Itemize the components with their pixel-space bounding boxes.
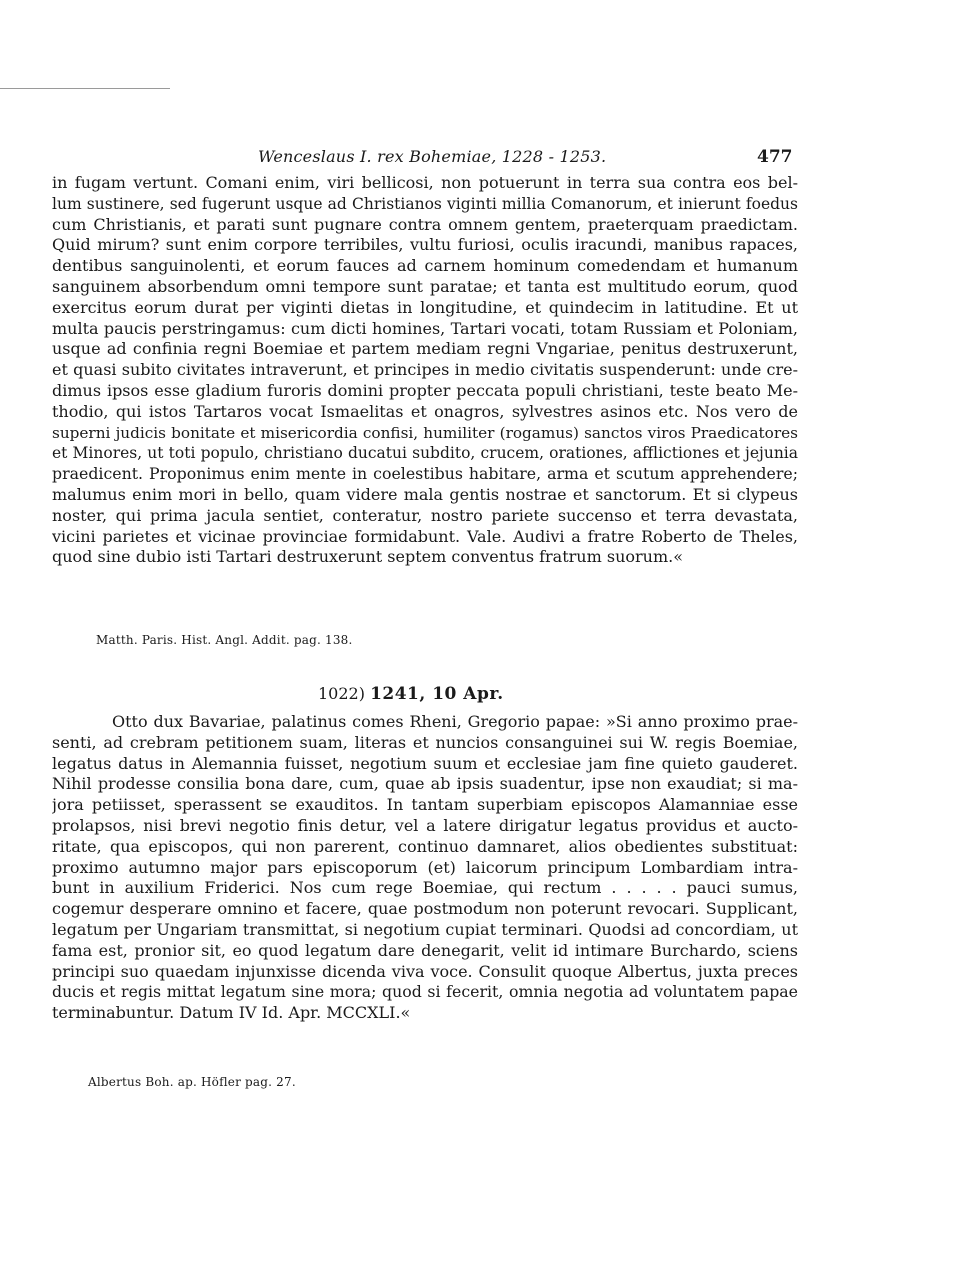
text-line: thodio, qui istos Tartaros vocat Ismaelitas et onagros, sylvestres asinos etc. Nos vero de xyxy=(52,401,798,421)
text-line: principi suo quaedam injunxisse dicenda viva voce. Consulit quoque Albertus, juxta preces xyxy=(52,961,798,981)
text-line: Quid mirum? sunt enim corpore terribiles, vultu furiosi, oculis iracundi, manibus rapaces, xyxy=(52,235,798,255)
text-line: noster, qui prima jacula sentiet, conteratur, nostro pariete succenso et terra devastata, xyxy=(52,505,798,525)
text-line: bunt in auxilium Friderici. Nos cum rege Boemiae, qui rectum . . . . . pauci sumus, xyxy=(52,878,798,898)
text-line: terminabuntur. Datum IV Id. Apr. MCCXLI.« xyxy=(52,1003,411,1023)
text-line: superni judicis bonitate et misericordia confisi, humiliter (rogamus) sanctos viros Praedicatores xyxy=(52,423,798,442)
text-line: senti, ad crebram petitionem suam, literas et nuncios consanguinei sui W. regis Boemiae, xyxy=(52,732,798,752)
document-number: 1022) xyxy=(318,684,365,703)
text-line: cogemur desperare omnino et facere, quae postmodum non poterunt revocari. Supplicant, xyxy=(52,899,798,919)
text-line: Otto dux Bavariae, palatinus comes Rheni, Gregorio papae: »Si anno proximo prae- xyxy=(112,712,798,731)
page-number: 477 xyxy=(757,147,793,167)
source-citation: Albertus Boh. ap. Höfler pag. 27. xyxy=(88,1075,296,1089)
text-line: cum Christianis, et parati sunt pugnare contra omnem gentem, praeterquam praedictam. xyxy=(52,214,798,234)
text-line: dentibus sanguinolenti, et eorum fauces ad carnem hominum comedendam et humanum xyxy=(52,256,798,276)
text-block-document-1022 xyxy=(52,712,798,1024)
text-line: in fugam vertunt. Comani enim, viri bellicosi, non potuerunt in terra sua contra eos bel- xyxy=(52,173,798,192)
text-line: dimus ipsos esse gladium furoris domini propter peccata populi christiani, teste beato Me- xyxy=(52,380,798,400)
text-block-letter-continuation xyxy=(52,173,798,568)
text-line: exercitus eorum durat per viginti dietas in longitudine, et quindecim in latitudine. Et ut xyxy=(52,297,798,317)
scan-edge-line xyxy=(0,88,170,89)
text-line: lum sustinere, sed fugerunt usque ad Christianos viginti millia Comanorum, et inierunt foedus xyxy=(52,194,798,213)
text-line: usque ad confinia regni Boemiae et partem mediam regni Vngariae, penitus destruxerunt, xyxy=(52,339,798,359)
text-line: et Minores, ut toti populo, christiano ducatui subdito, crucem, orationes, afflictiones et jejunia xyxy=(52,444,798,463)
text-line: et quasi subito civitates intraverunt, et principes in medio civitatis suspenderunt: unde cre- xyxy=(52,360,798,380)
source-citation: Matth. Paris. Hist. Angl. Addit. pag. 138. xyxy=(96,633,353,647)
text-line: multa paucis perstringamus: cum dicti homines, Tartari vocati, totam Russiam et Poloniam, xyxy=(52,318,798,338)
text-line: fama est, pronior sit, eo quod legatum dare denegarit, velit id intimare Burchardo, sciens xyxy=(52,940,798,960)
text-line: ritate, qua episcopos, qui non parerent, continuo damnaret, alios obedientes substituat: xyxy=(52,836,798,856)
text-line: Nihil prodesse consilia bona dare, cum, quae ab ipsis suadentur, ipse non exaudiat; si ma- xyxy=(52,774,798,794)
text-line: quod sine dubio isti Tartari destruxerunt septem conventus fratrum suorum.« xyxy=(52,547,684,567)
text-line: ducis et regis mittat legatum sine mora; quod si fecerit, omnia negotia ad voluntatem papae xyxy=(52,982,798,1002)
text-line: malumus enim mori in bello, quam videre mala gentis nostrae et sanctorum. Et si clypeus xyxy=(52,484,798,504)
text-line: jora petiisset, sperassent se exauditos. In tantam superbiam episcopos Alamanniae esse xyxy=(52,795,798,815)
text-line: prolapsos, nisi brevi negotio finis detur, vel a latere dirigatur legatus providus et aucto- xyxy=(52,815,798,835)
text-line: praedicent. Proponimus enim mente in coelestibus habitare, arma et scutum apprehendere; xyxy=(52,464,798,484)
text-line: proximo autumno major pars episcoporum (et) laicorum principum Lombardiam intra- xyxy=(52,857,798,877)
text-line: legatus datus in Alemannia fuisset, negotium suum et ecclesiae jam fine quieto gauderet. xyxy=(52,753,798,773)
text-line: sanguinem absorbendum omni tempore sunt paratae; et tanta est multitudo eorum, quod xyxy=(52,276,798,296)
text-line: vicini parietes et vicinae provinciae formidabunt. Vale. Audivi a fratre Roberto de Theles, xyxy=(52,526,798,546)
document-heading xyxy=(318,684,504,704)
text-line: legatum per Ungariam transmittat, si negotium cupiat terminari. Quodsi ad concordiam, ut xyxy=(52,919,798,939)
document-date: 1241, 10 Apr. xyxy=(370,684,504,704)
running-head: Wenceslaus I. rex Bohemiae, 1228 - 1253. xyxy=(258,147,607,166)
